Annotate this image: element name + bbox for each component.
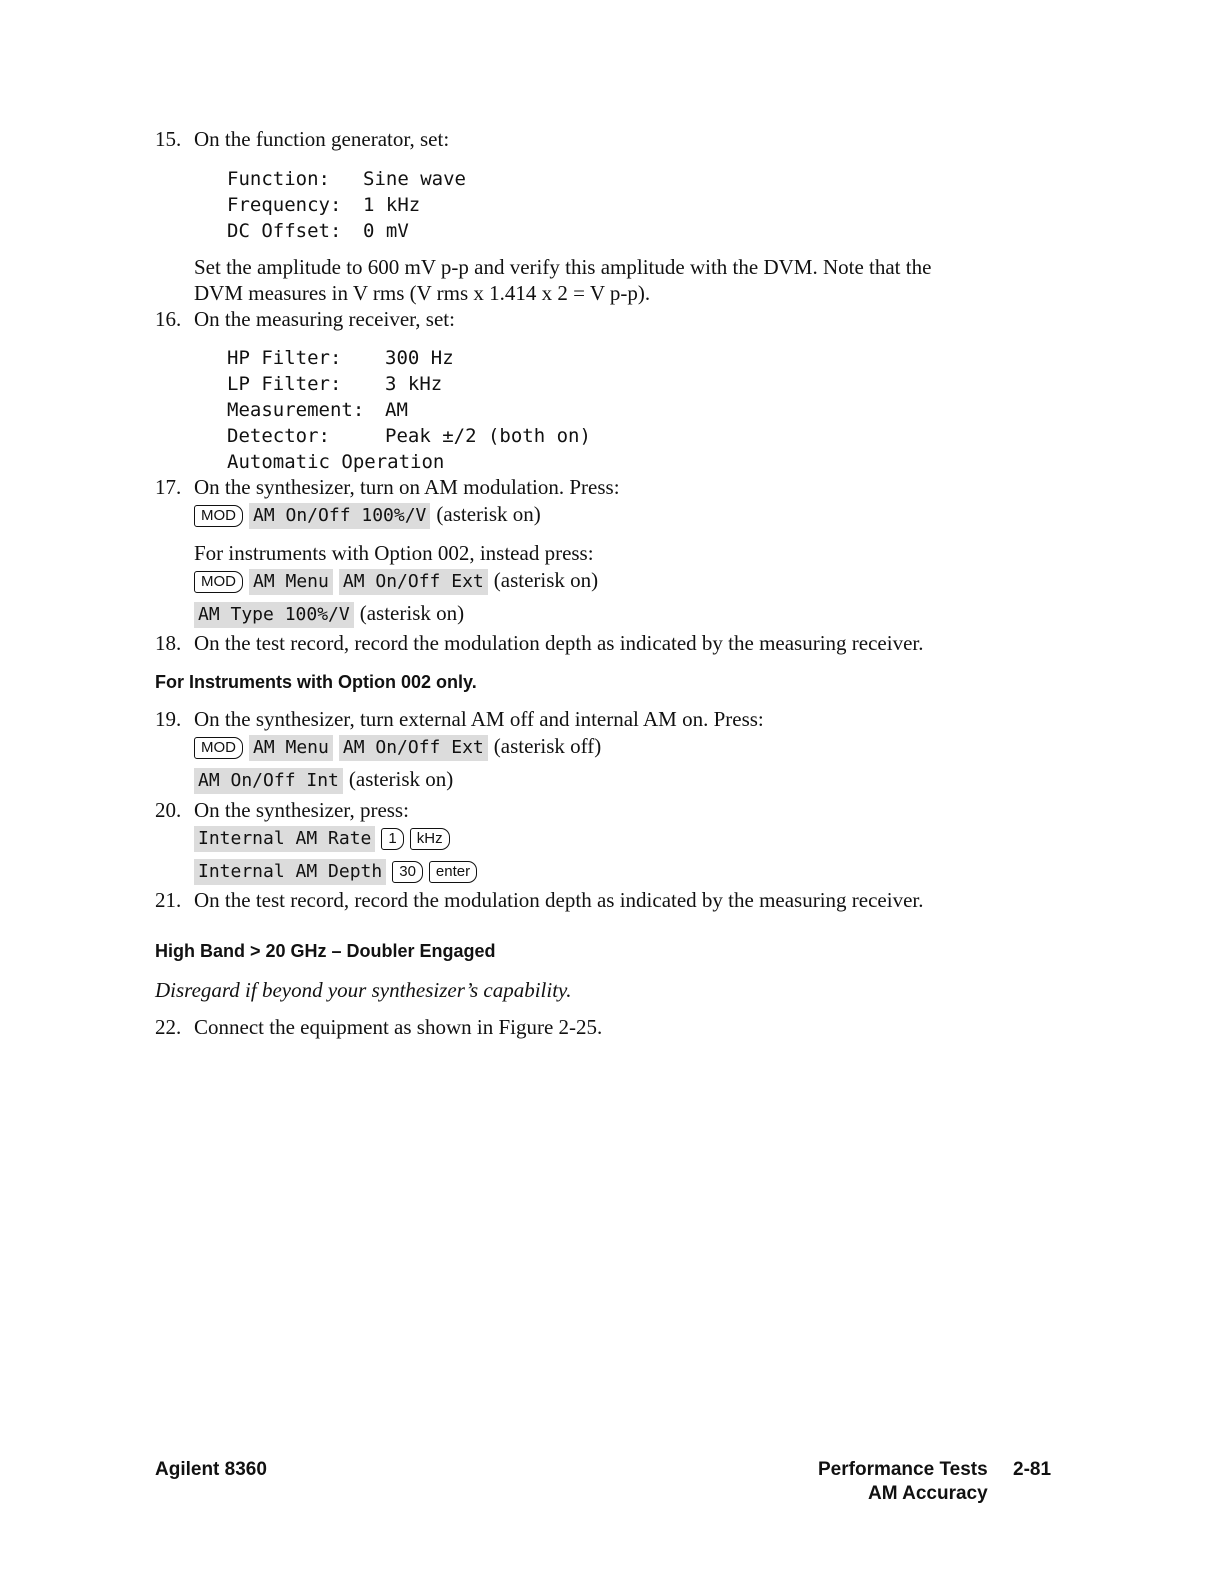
am-menu-softkey[interactable]: AM Menu xyxy=(249,735,333,761)
am-menu-softkey[interactable]: AM Menu xyxy=(249,569,333,595)
setting-value: 0 mV xyxy=(363,220,409,242)
setting-value: 3 kHz xyxy=(385,373,443,395)
setting-row xyxy=(227,399,591,425)
footer-product: Agilent 8360 xyxy=(155,1459,267,1480)
one-hardkey[interactable]: 1 xyxy=(381,828,403,850)
setting-label: HP Filter: xyxy=(227,347,342,369)
step-20-keys-2 xyxy=(194,858,483,885)
setting-row xyxy=(227,373,591,399)
step-18-text: On the test record, record the modulation depth as indicated by the measuring receiver. xyxy=(194,631,924,655)
step-18-number: 18. xyxy=(155,631,182,655)
step-19-keys-2 xyxy=(194,767,453,794)
am-onoff-ext-softkey[interactable]: AM On/Off Ext xyxy=(339,735,488,761)
step-19-keys xyxy=(194,734,601,761)
internal-am-depth-softkey[interactable]: Internal AM Depth xyxy=(194,859,386,885)
mod-hardkey[interactable]: MOD xyxy=(194,737,243,759)
step-17-option-keys xyxy=(194,568,598,595)
step-15-number: 15. xyxy=(155,127,182,151)
footer-chapter-title: Performance Tests xyxy=(818,1459,988,1480)
enter-hardkey[interactable]: enter xyxy=(429,861,477,883)
mod-hardkey[interactable]: MOD xyxy=(194,505,243,527)
section-heading-option-002: For Instruments with Option 002 only. xyxy=(155,672,477,692)
step-17-option-text: For instruments with Option 002, instead press: xyxy=(194,541,594,565)
thirty-hardkey[interactable]: 30 xyxy=(392,861,423,883)
setting-row xyxy=(227,194,466,220)
step-19-number: 19. xyxy=(155,707,182,731)
function-generator-settings xyxy=(227,168,466,246)
automatic-operation: Automatic Operation xyxy=(227,451,445,473)
setting-value: Sine wave xyxy=(363,168,466,190)
setting-label: Function: xyxy=(227,168,330,190)
step-17-option-keys-2 xyxy=(194,601,464,628)
khz-hardkey[interactable]: kHz xyxy=(410,828,450,850)
setting-label: LP Filter: xyxy=(227,373,342,395)
step-21-number: 21. xyxy=(155,888,182,912)
setting-value: 1 kHz xyxy=(363,194,421,216)
step-17-text: On the synthesizer, turn on AM modulation. Press: xyxy=(194,475,620,499)
step-20-keys xyxy=(194,825,456,852)
step-22-number: 22. xyxy=(155,1015,182,1039)
disregard-note: Disregard if beyond your synthesizer’s capability. xyxy=(155,978,572,1002)
step-16-text: On the measuring receiver, set: xyxy=(194,307,455,331)
step-17-keys xyxy=(194,502,541,529)
step-20-text: On the synthesizer, press: xyxy=(194,798,409,822)
step-15-text: On the function generator, set: xyxy=(194,127,450,151)
asterisk-note: (asterisk on) xyxy=(348,767,454,791)
setting-row xyxy=(227,220,466,246)
setting-row xyxy=(227,347,591,373)
internal-am-rate-softkey[interactable]: Internal AM Rate xyxy=(194,826,375,852)
footer-section-title: AM Accuracy xyxy=(868,1483,988,1504)
setting-label: Measurement: xyxy=(227,399,365,421)
measuring-receiver-settings xyxy=(227,347,591,477)
page-number: 2-81 xyxy=(1013,1459,1052,1480)
setting-label: Detector: xyxy=(227,425,330,447)
step-17-number: 17. xyxy=(155,475,182,499)
step-15-dvm-text: DVM measures in V rms (V rms x 1.414 x 2 = V p-p). xyxy=(194,281,651,305)
am-onoff-int-softkey[interactable]: AM On/Off Int xyxy=(194,768,343,794)
setting-row xyxy=(227,425,591,451)
step-20-number: 20. xyxy=(155,798,182,822)
section-heading-high-band: High Band > 20 GHz – Doubler Engaged xyxy=(155,941,496,961)
step-15-amplitude-text: Set the amplitude to 600 mV p-p and verify this amplitude with the DVM. Note that the xyxy=(194,255,932,279)
asterisk-note: (asterisk on) xyxy=(436,502,541,526)
am-type-softkey[interactable]: AM Type 100%/V xyxy=(194,602,354,628)
asterisk-note: (asterisk on) xyxy=(359,601,465,625)
step-16-number: 16. xyxy=(155,307,182,331)
setting-value: Peak ±/2 (both on) xyxy=(385,425,591,447)
step-21-text: On the test record, record the modulation depth as indicated by the measuring receiver. xyxy=(194,888,924,912)
setting-value: 300 Hz xyxy=(385,347,454,369)
step-19-text: On the synthesizer, turn external AM off and internal AM on. Press: xyxy=(194,707,764,731)
setting-value: AM xyxy=(385,399,408,421)
setting-label: DC Offset: xyxy=(227,220,342,242)
am-onoff-ext-softkey[interactable]: AM On/Off Ext xyxy=(339,569,488,595)
asterisk-note: (asterisk off) xyxy=(493,734,602,758)
asterisk-note: (asterisk on) xyxy=(493,568,599,592)
am-onoff-100-softkey[interactable]: AM On/Off 100%/V xyxy=(249,503,430,529)
setting-label: Frequency: xyxy=(227,194,342,216)
setting-row xyxy=(227,168,466,194)
step-22-text: Connect the equipment as shown in Figure 2-25. xyxy=(194,1015,603,1039)
mod-hardkey[interactable]: MOD xyxy=(194,571,243,593)
